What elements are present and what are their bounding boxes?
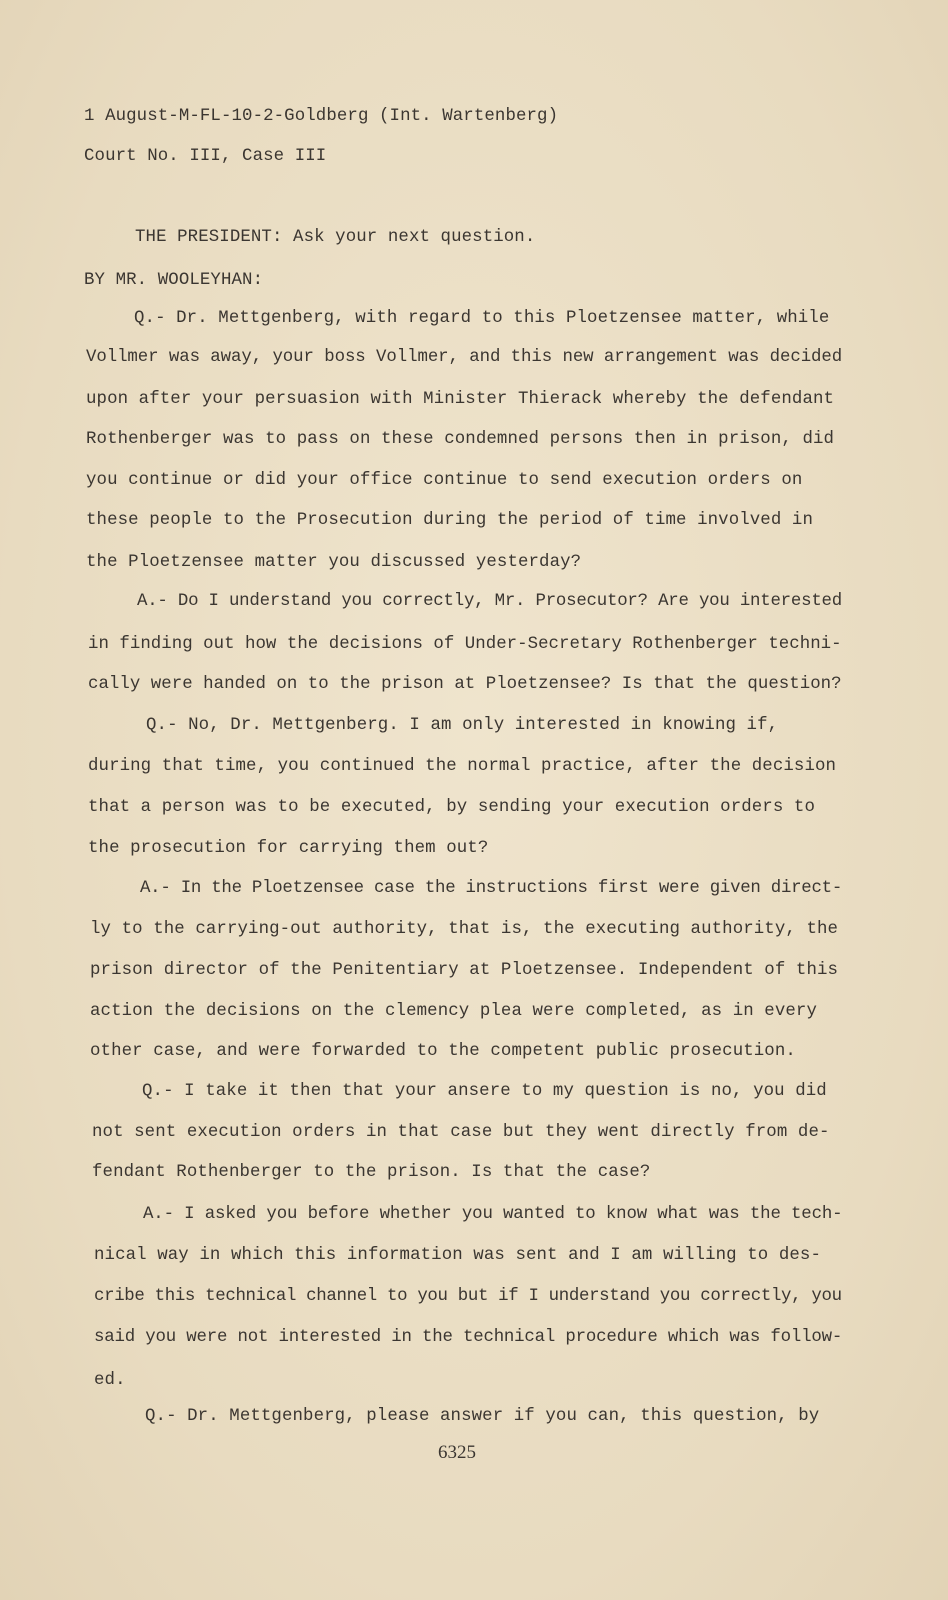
text-line: Q.- No, Dr. Mettgenberg. I am only interested in knowing if, bbox=[146, 716, 779, 735]
text-line: A.- In the Ploetzensee case the instructions first were given direct- bbox=[140, 879, 842, 898]
text-line: Q.- I take it then that your ansere to my question is no, you did bbox=[142, 1082, 827, 1101]
text-line: the prosecution for carrying them out? bbox=[88, 839, 489, 858]
text-line: fendant Rothenberger to the prison. Is that the case? bbox=[92, 1163, 651, 1182]
text-line: prison director of the Penitentiary at Ploetzensee. Independent of this bbox=[90, 961, 839, 980]
header-court: Court No. III, Case III bbox=[84, 147, 327, 166]
text-line: you continue or did your office continue to send execution orders on bbox=[86, 471, 803, 490]
text-line: Vollmer was away, your boss Vollmer, and this new arrangement was decided bbox=[86, 348, 843, 367]
text-line: action the decisions on the clemency plea were completed, as in every bbox=[90, 1002, 817, 1021]
text-line: that a person was to be executed, by sending your execution orders to bbox=[88, 798, 815, 817]
text-line: A.- Do I understand you correctly, Mr. Prosecutor? Are you interested bbox=[137, 592, 842, 611]
text-line: cally were handed on to the prison at Ploetzensee? Is that the question? bbox=[88, 675, 842, 694]
text-line: said you were not interested in the technical procedure which was follow- bbox=[94, 1328, 843, 1347]
header-reference: 1 August-M-FL-10-2-Goldberg (Int. Wartenberg) bbox=[84, 107, 559, 126]
text-line: upon after your persuasion with Minister Thierack whereby the defendant bbox=[86, 390, 835, 409]
text-line: BY MR. WOOLEYHAN: bbox=[84, 271, 264, 290]
text-line: not sent execution orders in that case but they went directly from de- bbox=[92, 1123, 830, 1142]
text-line: in finding out how the decisions of Under-Secretary Rothenberger techni- bbox=[88, 635, 842, 654]
text-line: cribe this technical channel to you but if I understand you correctly, you bbox=[94, 1287, 842, 1306]
text-line: other case, and were forwarded to the competent public prosecution. bbox=[90, 1042, 796, 1061]
text-line: THE PRESIDENT: Ask your next question. bbox=[135, 228, 536, 247]
text-line: the Ploetzensee matter you discussed yesterday? bbox=[86, 553, 582, 572]
text-line: Q.- Dr. Mettgenberg, please answer if you can, this question, by bbox=[145, 1407, 820, 1426]
text-line: ly to the carrying-out authority, that is, the executing authority, the bbox=[90, 920, 839, 939]
text-line: during that time, you continued the normal practice, after the decision bbox=[88, 757, 837, 776]
text-line: nical way in which this information was sent and I am willing to des- bbox=[94, 1246, 821, 1265]
text-line: Rothenberger was to pass on these condemned persons then in prison, did bbox=[86, 430, 835, 449]
text-line: these people to the Prosecution during the period of time involved in bbox=[86, 511, 813, 530]
page-number: 6325 bbox=[438, 1442, 476, 1463]
text-line: A.- I asked you before whether you wanted to know what was the tech- bbox=[143, 1205, 843, 1224]
text-line: Q.- Dr. Mettgenberg, with regard to this Ploetzensee matter, while bbox=[134, 309, 830, 328]
text-line: ed. bbox=[94, 1371, 126, 1390]
